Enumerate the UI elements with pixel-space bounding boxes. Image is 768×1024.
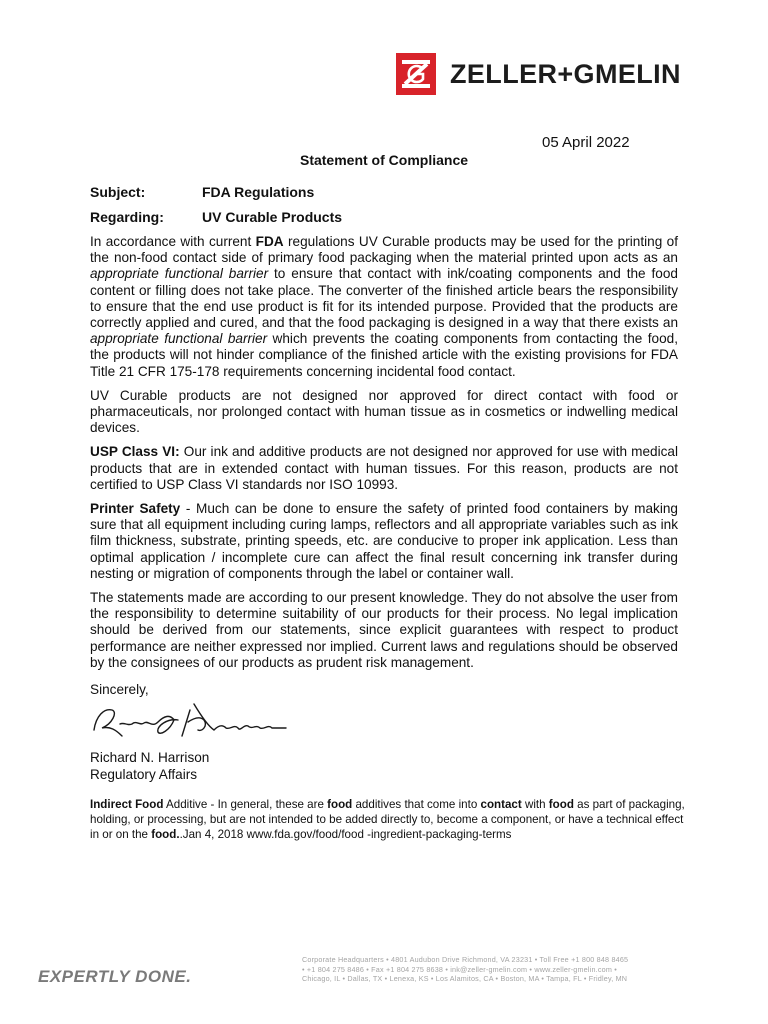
note-term: food — [548, 798, 574, 811]
paragraph-fda — [90, 234, 678, 380]
subject-line — [90, 184, 314, 200]
text-run: Additive - In general, these are — [163, 798, 328, 811]
text-run: as part of packaging, holding, or processing, but are not intended to be added directly to, become a component, or have a technical effect in or on the — [90, 798, 685, 842]
paragraph-disclaimer: The statements made are according to our present knowledge. They do not absolve the user from the responsibility to determine suitability of our products for their process. No legal implication should be derived from our statements, since explicit guarantees with respect to product performance are neither expressed nor implied. Current laws and regulations should be observed by the consignees of our products as prudent risk management. — [90, 590, 678, 670]
letter-body — [90, 234, 678, 679]
text-run: with — [521, 798, 549, 811]
note-term: food. — [151, 828, 180, 842]
footer-line: • +1 804 275 8486 • Fax +1 804 275 8638 • ink@zeller-gmelin.com • www.zeller-gmelin.com • — [302, 964, 617, 974]
paragraph-printer-safety — [90, 501, 678, 582]
indirect-food-note — [90, 797, 686, 843]
printer-safety-label: Printer Safety — [90, 501, 181, 517]
note-term: Indirect Food — [90, 798, 164, 811]
document-title: Statement of Compliance — [299, 152, 469, 168]
signer-name: Richard N. Harrison — [90, 750, 210, 765]
signer-block — [90, 750, 209, 783]
text-run: In accordance with current — [90, 234, 256, 249]
note-term: contact — [480, 798, 522, 811]
signer-role: Regulatory Affairs — [90, 766, 198, 782]
regarding-label: Regarding: — [90, 209, 164, 225]
fda-emphasis: FDA — [255, 234, 284, 249]
italic-term: appropriate functional barrier — [90, 266, 269, 282]
italic-term: appropriate functional barrier — [90, 331, 268, 347]
text-run: - Much can be done to ensure the safety of printed food containers by making sure that all equipment including curing lamps, reflectors and all appropriate variables such as ink film thickness, substrate, printing speeds, etc. are conducive to proper ink application. Less than optimal application / incomplete cure can affect the final result concerning ink transfer during nesting or migration of components through the label or container wall. — [90, 501, 678, 581]
footer-address — [302, 955, 732, 984]
regarding-value: UV Curable Products — [202, 209, 343, 225]
text-run: to ensure that contact with ink/coating components and the food content or filling does not take place. The converter of the finished article bears the responsibility to ensure that the end use product is fit for its intended purpose. Provided that the products are correctly applied and cured, and that the food packaging is designed in a way that there exists an — [90, 266, 678, 331]
zg-monogram-icon — [396, 53, 436, 95]
letter-date: 05 April 2022 — [542, 134, 630, 151]
footer-line: Chicago, IL • Dallas, TX • Lenexa, KS • Los Alamitos, CA • Boston, MA • Tampa, FL • Fridley, MN — [302, 974, 628, 984]
handwritten-signature — [90, 700, 290, 746]
brand-name: ZELLER+GMELIN — [450, 58, 681, 89]
text-run: regulations UV Curable products may be used for the printing of the non-food contact side of primary food packaging when the material printed upon acts as an — [90, 234, 678, 266]
footer-line: Corporate Headquarters • 4801 Audubon Drive Richmond, VA 23231 • Toll Free +1 800 848 8465 — [302, 955, 629, 964]
closing-salutation: Sincerely, — [90, 682, 149, 697]
company-logo — [396, 52, 681, 96]
subject-value: FDA Regulations — [202, 184, 315, 200]
text-run: Our ink and additive products are not designed nor approved for use with medical products that are in extended contact with human tissues. For this reason, products are not certified to USP Class VI standards nor ISO 10993. — [90, 444, 679, 492]
usp-label: USP Class VI: — [90, 444, 180, 460]
paragraph-not-approved: UV Curable products are not designed nor approved for direct contact with food or pharmaceuticals, nor prolonged contact with human tissue as in cosmetics or indwelling medical devices. — [90, 387, 678, 436]
text-run: .Jan 4, 2018 www.fda.gov/food/food -ingredient-packaging-terms — [179, 828, 512, 842]
brand-tagline: EXPERTLY DONE. — [38, 967, 192, 986]
text-run: which prevents the coating components from contacting the food, the products will not hinder compliance of the finished article with the existing provisions for FDA Title 21 CFR 175-178 requirements concerning incidental food contact. — [90, 331, 678, 379]
paragraph-usp-class-vi — [90, 444, 678, 493]
regarding-line — [90, 209, 342, 225]
text-run: additives that come into — [352, 798, 481, 811]
subject-label: Subject: — [90, 184, 146, 200]
note-term: food — [327, 798, 353, 811]
